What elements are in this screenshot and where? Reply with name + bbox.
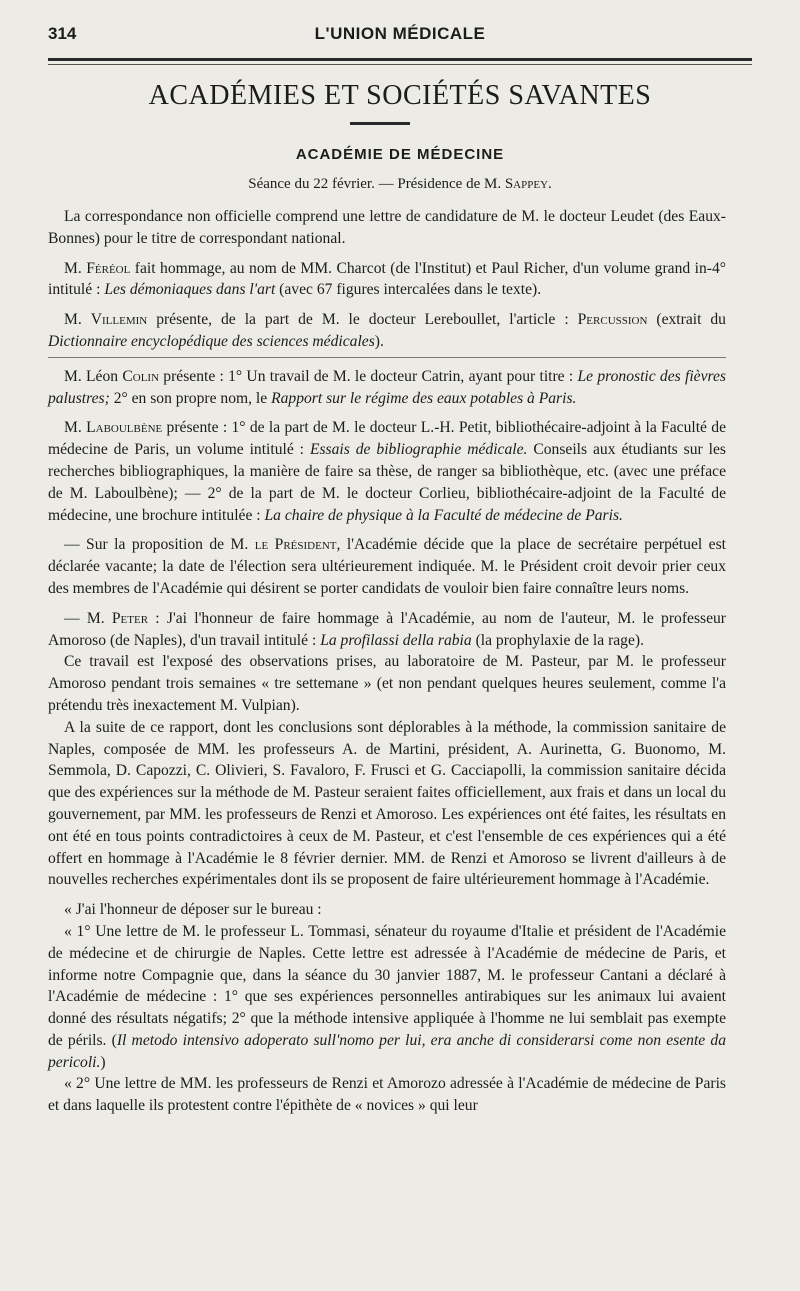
article-title: Percussion [577,311,648,329]
book-title: La profilassi della rabia [320,631,472,649]
paragraph-renzi-letter: « 2° Une lettre de MM. les professeurs de Renzi et Amorozo adressée à l'Académie de médecine de Paris et dans laquelle ils protestent contre l'épithète de « novices » qui leur [48,1075,726,1115]
session-line [48,176,752,193]
text-run: M. [64,311,91,329]
page-number: 314 [48,24,77,43]
paragraph-tommasi-letter [48,921,726,1074]
paragraph-deposit: « J'ai l'honneur de déposer sur le bureau : [64,901,322,919]
text-run: (extrait du [647,311,726,329]
session-end: . [548,176,552,192]
paragraph-laboulbene [48,417,726,526]
text-run: (avec 67 figures intercalées dans le texte). [275,281,542,299]
speaker-name: Laboulbène [86,419,163,437]
session-text: Séance du 22 février. — Présidence de M. [248,176,502,192]
italian-quote: Il metodo intensivo adoperato sull'nomo per lui, era anche di considerarsi come non esente da pericoli. [48,1031,726,1071]
text-run: M. [64,259,87,277]
text-run: ). [374,332,384,350]
speaker-name: Peter [111,609,149,627]
text-run: « 1° Une lettre de M. le professeur L. Tommasi, sénateur du royaume d'Italie et président de l'Académie de médecine et de chirurgie de Naples. Cette lettre est adressée à l'Académie de médecine de Paris, et informe notre Compagnie que, dans la séance du 30 janvier 1887, M. le professeur Cantani a déclaré à l'Académie de médecine : 1° que ses expériences personnelles antirabiques sur les animaux lui avaient donné des résultats négatifs; 2° que la méthode intensive appliquée à l'homme ne lui semblait pas exempte de périls. ( [48,922,726,1049]
paragraph-correspondence: La correspondance non officielle comprend une lettre de candidature de M. le docteur Leudet (des Eaux-Bonnes) pour le titre de correspondant national. [48,208,726,247]
header-rule-thin [48,64,752,65]
book-title: Essais de bibliographie médicale. [309,441,528,459]
paragraph-fereol [48,258,726,302]
text-run: Conseils aux étudiants sur les recherches bibliographiques, la manière de faire sa thèse, de ranger sa bibliothèque, etc. (avec une préface de M. Laboulbène); — 2° de la part de M. le docteur Corlieu, bibliothécaire-adjoint de la Faculté de médecine, une brochure intitulée : [48,441,726,524]
text-run: : J'ai l'honneur de faire hommage à l'Académie, au nom de l'auteur, M. le professeur Amoroso (de Naples), d'un travail intitulé : [48,609,727,649]
text-run: présente : 1° de la part de M. le docteur L.-H. Petit, bibliothécaire-adjoint à la Faculté de médecine de Paris, un volume intitulé : [48,419,726,459]
section-divider [350,122,410,125]
book-title: Dictionnaire encyclopédique des sciences médicales [48,332,375,350]
journal-title: L'UNION MÉDICALE [314,24,486,43]
text-run: présente : 1° Un travail de M. le docteur Catrin, ayant pour titre : [159,367,578,385]
paragraph-amoroso: Ce travail est l'exposé des observations prises, au laboratoire de M. Pasteur, par M. le professeur Amoroso pendant trois semaines « tre settemane » (et non pendant quelques heures seulement, comme l'a prétendu très inexactement M. Vulpian). [48,653,726,714]
speaker-name: Villemin [90,311,148,329]
academy-heading: ACADÉMIE DE MÉDECINE [295,146,505,163]
text-run: présente, de la part de M. le docteur Lereboullet, l'article : [147,311,578,329]
text-run: (la prophylaxie de la rage). [471,631,644,649]
text-run: M. [64,419,87,437]
book-title: Rapport sur le régime des eaux potables à Paris. [271,389,577,407]
book-title: Les démoniaques dans l'art [104,281,276,299]
speaker-name: Colin [122,367,160,385]
paragraph-villemin [48,309,726,358]
paragraph-secretary [48,534,726,599]
president-name: Sappey [504,176,549,192]
text-run: fait hommage, au nom de MM. Charcot (de l'Institut) et Paul Richer, d'un volume grand in-4° intitulé : [48,259,726,299]
book-title: La chaire de physique à la Faculté de médecine de Paris. [264,506,623,524]
text-run: M. Léon [64,367,123,385]
header-rule [48,58,752,61]
paragraph-peter [48,608,726,652]
running-header [48,24,752,58]
speaker-name: Féréol [86,259,131,277]
text-run: , l'Académie décide que la place de secrétaire perpétuel est déclarée vacante; la date de l'élection sera ultérieurement indiquée. M. le Président croit devoir prier ceux des membres de l'Académie qui désirent se porter candidats de vouloir bien faire connaître leurs noms. [48,536,726,597]
paragraph-naples-commission: A la suite de ce rapport, dont les conclusions sont déplorables à la méthode, la commission sanitaire de Naples, composée de MM. les professeurs A. de Martini, président, A. Aurinetta, G. Buonomo, M. Semmola, D. Capozzi, C. Olivieri, S. Favaloro, F. Frusci et G. Cacciapolli, la commission sanitaire décida que des expériences sur la méthode de M. Pasteur seraient faites officiellement, aux frais et dans un local du gouvernement, par MM. les professeurs de Renzi et Amoroso. Les expériences ont été faites, les résultats en ont été en tous points contradictoires à ceux de M. Pasteur, et c'est l'ensemble de ces expériences qui a été offert en hommage à l'Académie le 8 février dernier. MM. de Renzi et Amoroso se livrent d'ailleurs à de nouvelles recherches expérimentales dont ils se proposent de faire ultérieurement hommage à l'Académie. [48,718,726,889]
text-run: 2° en son propre nom, le [109,389,272,407]
paragraph-colin [48,366,726,410]
book-title: Le pronostic des fièvres palustres; [48,367,726,407]
section-title: ACADÉMIES ET SOCIÉTÉS SAVANTES [148,80,652,111]
speaker-name: le Président [254,536,337,554]
text-run: ) [100,1053,106,1071]
text-run: — Sur la proposition de M. [64,536,255,554]
article-body [48,206,726,1117]
text-run: — M. [64,609,112,627]
